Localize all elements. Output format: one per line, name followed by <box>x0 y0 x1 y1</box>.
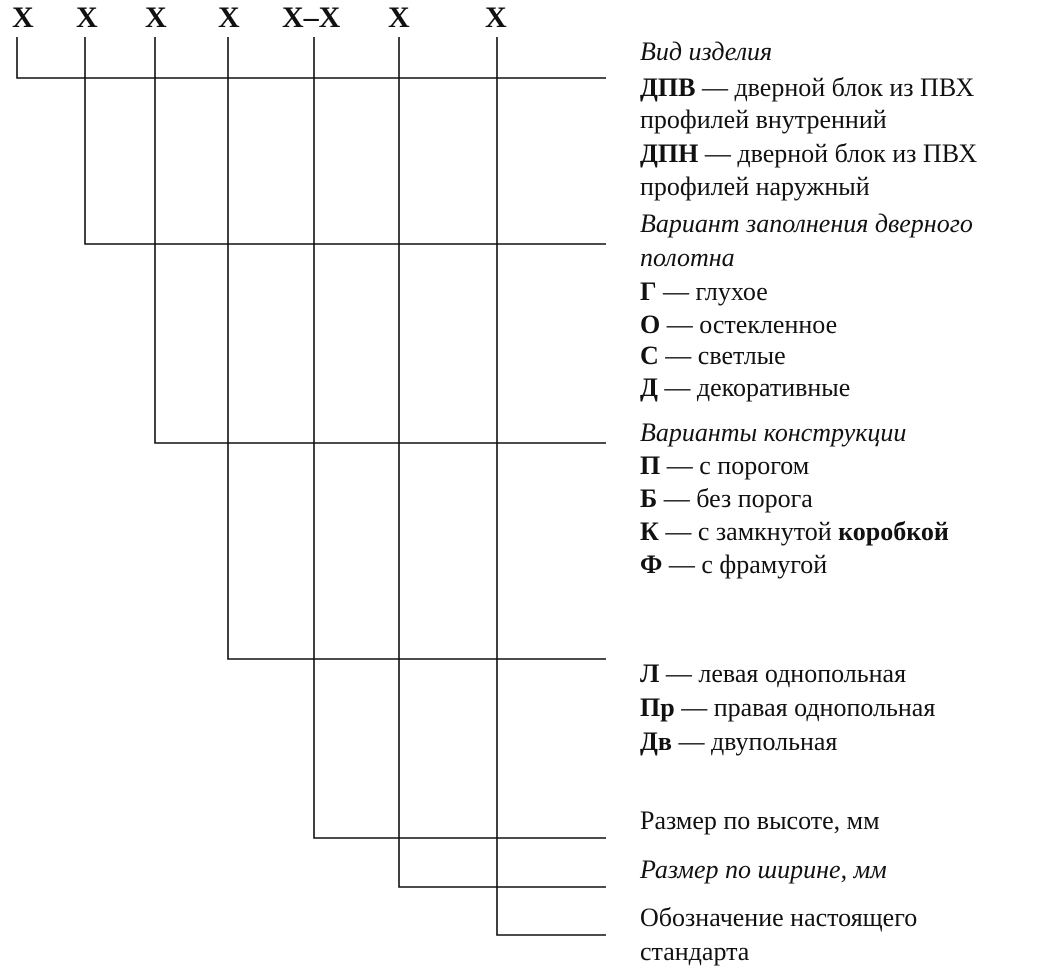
option-line <box>640 277 768 306</box>
option-line <box>640 693 935 722</box>
option-line <box>640 310 837 339</box>
option-line <box>640 373 850 402</box>
option-code: ДПН <box>640 139 699 168</box>
leader-line-3 <box>155 37 606 443</box>
group-title: Вариант заполнения дверного <box>640 209 973 238</box>
option-code: Л <box>640 659 660 688</box>
option-text: — светлые <box>658 341 786 370</box>
code-7: Х <box>485 1 507 34</box>
standard-designation-label: Обозначение настоящего <box>640 903 918 932</box>
option-text: — правая однопольная <box>674 693 936 722</box>
option-text: профилей наружный <box>640 172 870 201</box>
option-text: — с порогом <box>660 451 810 480</box>
leader-line-7 <box>497 37 606 935</box>
code-6: Х <box>388 1 410 34</box>
option-text: — с фрамугой <box>662 550 828 579</box>
option-text: — дверной блок из ПВХ <box>698 139 978 168</box>
width-size-label: Размер по ширине, мм <box>640 855 887 884</box>
leader-line-5 <box>314 37 606 838</box>
option-line <box>640 659 906 688</box>
group-opening <box>640 659 935 756</box>
option-text: — левая однопольная <box>659 659 907 688</box>
option-line <box>640 172 870 201</box>
option-line <box>640 341 786 370</box>
option-text: — декоративные <box>657 373 851 402</box>
option-text: — глухое <box>656 277 768 306</box>
group-product-type <box>640 37 977 201</box>
option-code: Д <box>640 373 658 402</box>
option-line <box>640 484 813 513</box>
option-code: Дв <box>640 727 672 756</box>
code-5: Х–Х <box>282 1 341 34</box>
option-code: К <box>640 517 659 546</box>
option-text: профилей внутренний <box>640 105 887 134</box>
option-text: — дверной блок из ПВХ <box>695 73 975 102</box>
leader-line-2 <box>85 37 606 244</box>
group-title: Вид изделия <box>640 37 773 66</box>
option-line <box>640 517 949 546</box>
height-size-label: Размер по высоте, мм <box>640 806 880 835</box>
group-construction <box>640 418 949 579</box>
code-2: Х <box>76 1 98 34</box>
leader-line-1 <box>17 37 606 78</box>
option-code: Ф <box>640 550 663 579</box>
option-code: П <box>640 451 661 480</box>
leader-line-4 <box>228 37 606 659</box>
option-text: — двупольная <box>671 727 838 756</box>
option-text: — остекленное <box>660 310 838 339</box>
option-line <box>640 727 837 756</box>
option-line <box>640 139 977 168</box>
leader-lines <box>17 37 606 935</box>
option-code: О <box>640 310 661 339</box>
option-code: ДПВ <box>640 73 696 102</box>
option-code: С <box>640 341 659 370</box>
option-line <box>640 451 809 480</box>
group-title-cont: полотна <box>640 243 735 272</box>
option-line <box>640 550 827 579</box>
code-4: Х <box>218 1 240 34</box>
option-text-bold: коробкой <box>838 517 949 546</box>
option-code: Г <box>640 277 657 306</box>
code-row <box>12 1 507 34</box>
group-leaf-filling <box>640 209 973 402</box>
option-text: — с замкнутой <box>658 517 839 546</box>
option-line <box>640 105 887 134</box>
option-line <box>640 73 975 102</box>
code-3: Х <box>145 1 167 34</box>
leader-line-6 <box>399 37 606 887</box>
option-code: Пр <box>640 693 675 722</box>
option-text: — без порога <box>657 484 813 513</box>
option-code: Б <box>640 484 658 513</box>
standard-designation-label-cont: стандарта <box>640 937 750 966</box>
group-title: Варианты конструкции <box>640 418 907 447</box>
code-1: Х <box>12 1 34 34</box>
